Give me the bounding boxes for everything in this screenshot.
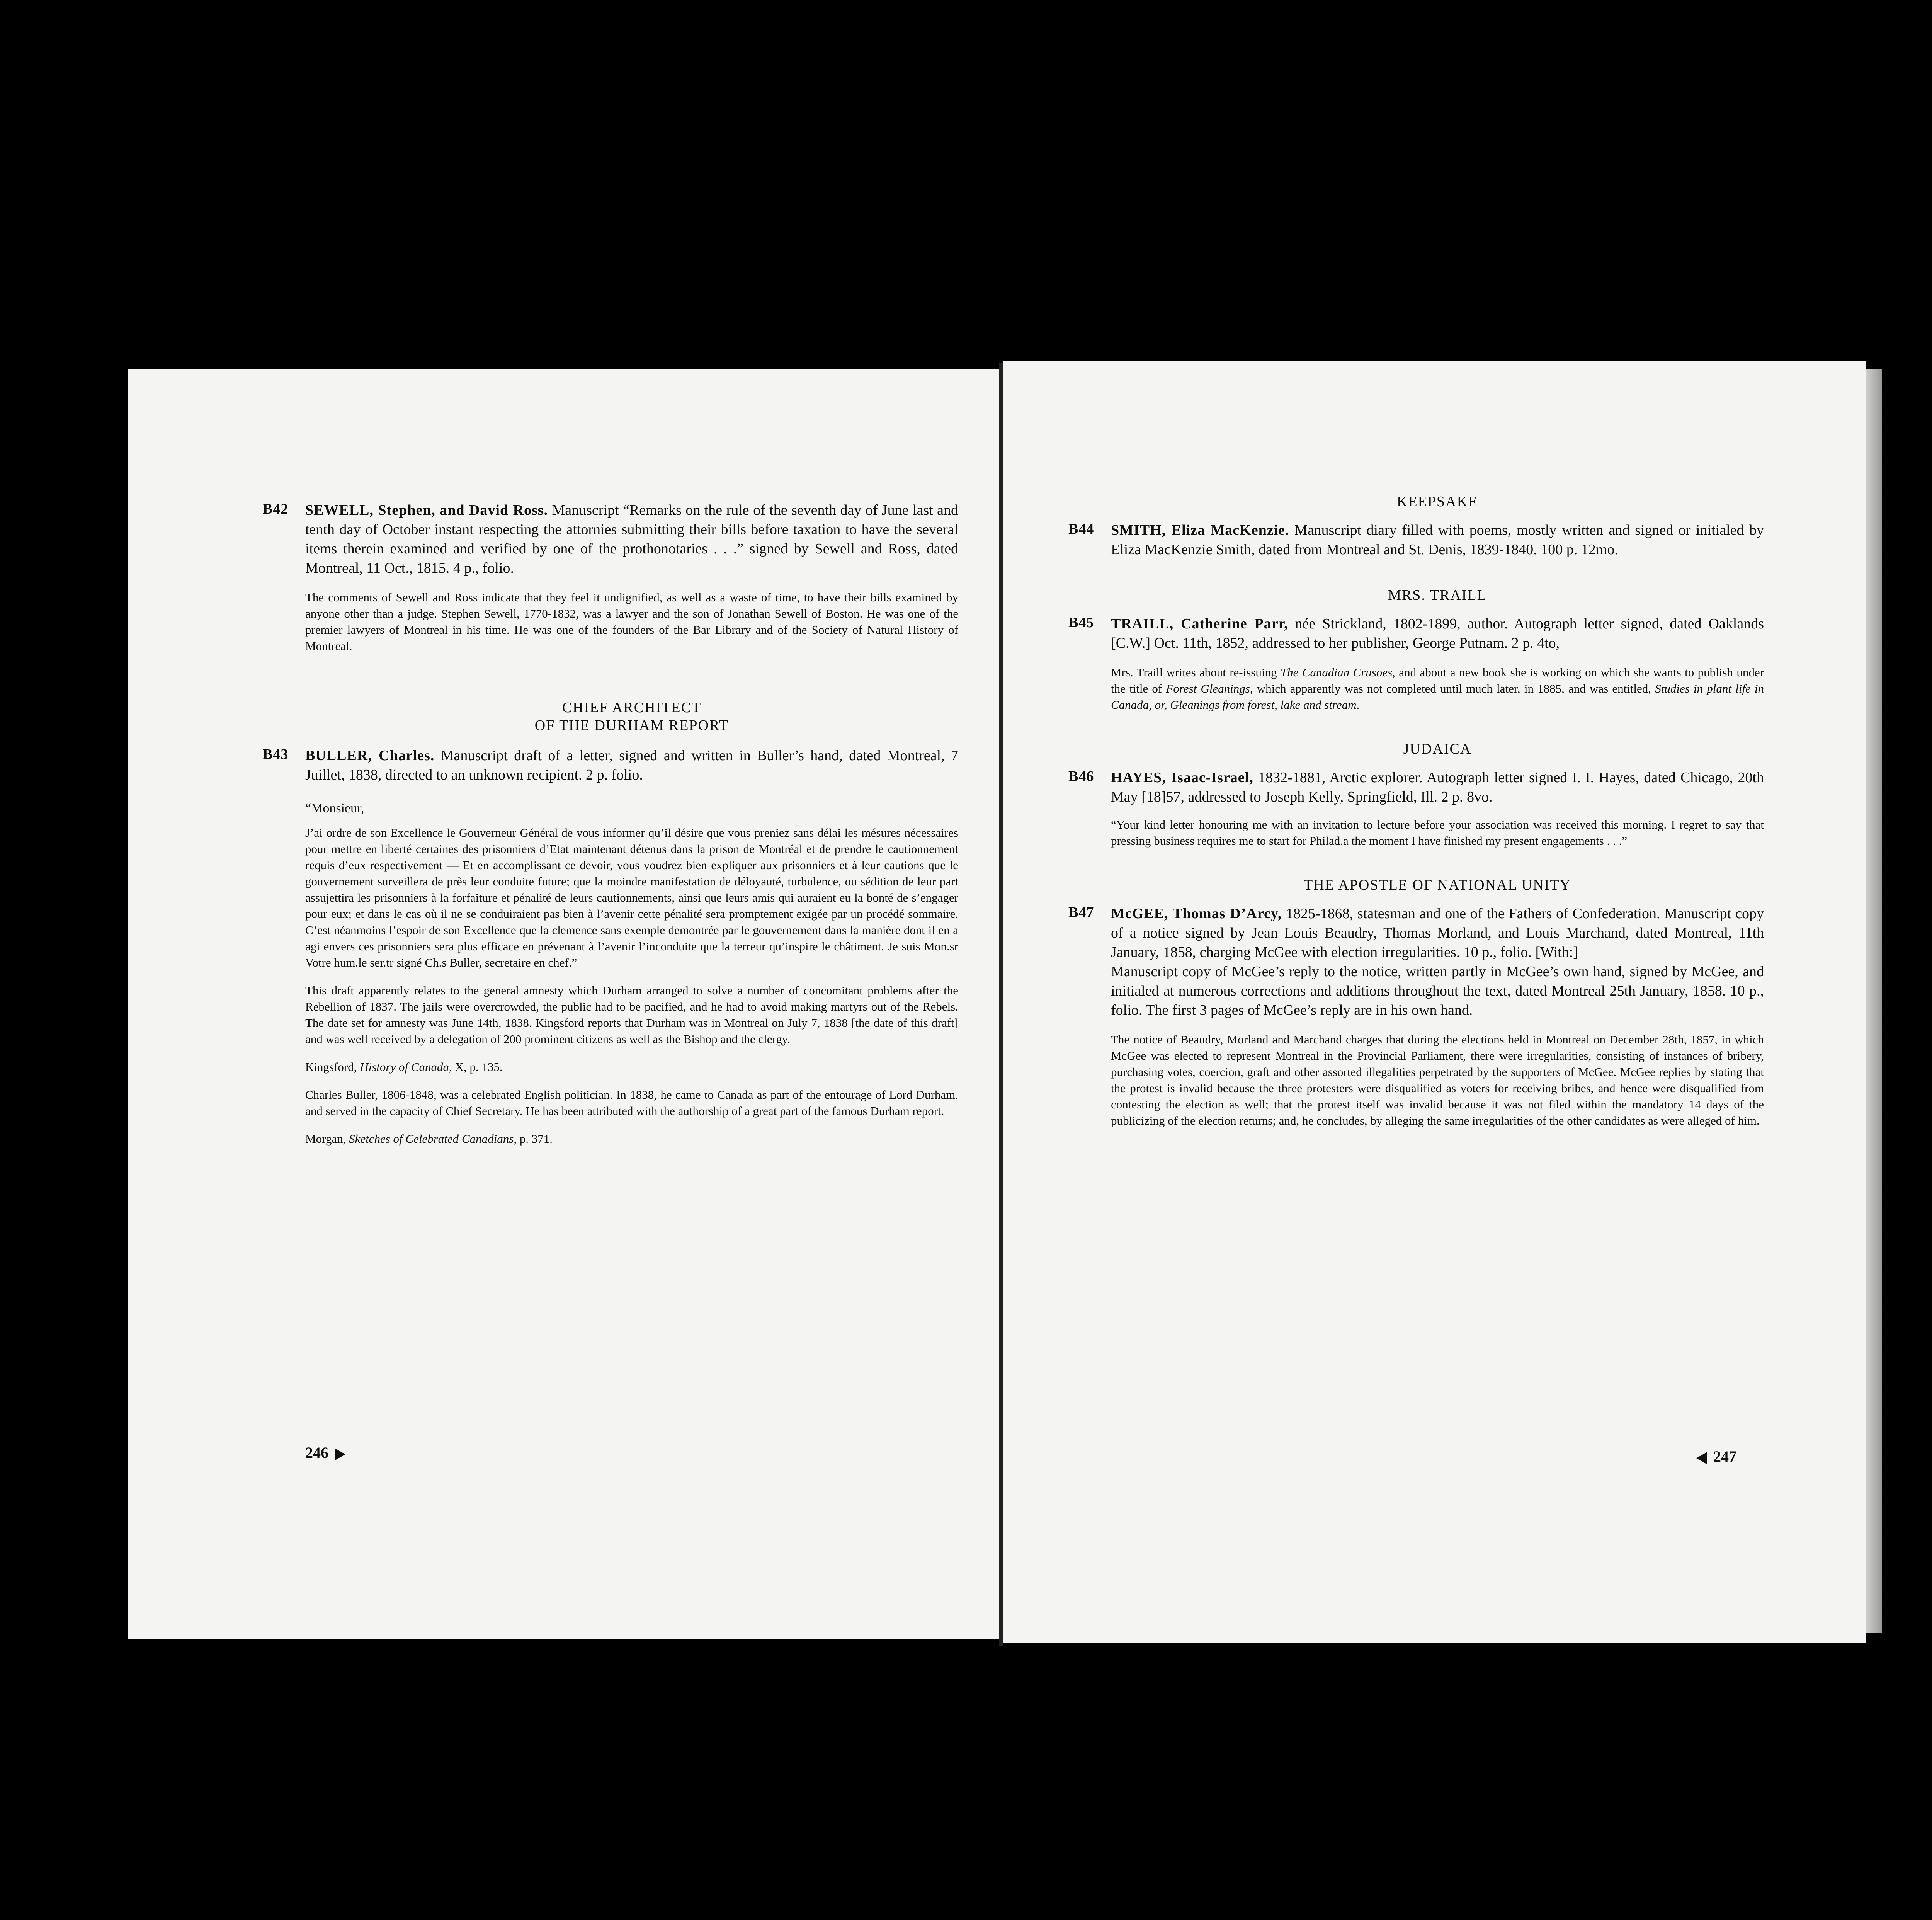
entry-b44	[1068, 521, 1764, 559]
entry-body: 1825-1868, statesman and one of the Fathers of Confederation. Manuscript copy of a notice signed by Jean Louis Beaudry, Thomas Morland, and Louis Marchand, dated Montreal, 11th January, 1858, charging McGee with election irregularities. 10 p., folio. [With:]	[1111, 906, 1764, 960]
entry-note: This draft apparently relates to the general amnesty which Durham arranged to solve a number of concomitant problems after the Rebellion of 1837. The jails were overcrowded, the public had to be pacified, and he had to avoid making martyrs out of the Rebels. The date set for amnesty was June 14th, 1838. Kingsford reports that Durham was in Montreal on July 7, 1838 [the date of this draft] and was well received by a delegation of 200 prominent citizens as well as the Bishop and the clergy.	[305, 984, 958, 1046]
entry-number: B47	[1068, 904, 1094, 921]
citation-title: History of Canada	[360, 1060, 449, 1074]
note-text: .	[1356, 698, 1360, 711]
section-heading: MRS. TRAILL	[1388, 587, 1487, 603]
right-page-column	[1068, 493, 1764, 1129]
section-heading: CHIEF ARCHITECT	[562, 700, 702, 716]
left-pointing-fleuron-icon	[1696, 1452, 1707, 1464]
entry-name: SMITH, Eliza MacKenzie.	[1111, 522, 1289, 538]
entry-b46	[1068, 768, 1764, 849]
entry-description	[1111, 904, 1764, 962]
entry-b42	[263, 500, 958, 654]
entry-name: McGEE, Thomas D’Arcy,	[1111, 906, 1282, 922]
entry-name: BULLER, Charles.	[305, 747, 435, 764]
book-title: The Canadian Crusoes	[1280, 666, 1393, 679]
entry-note: The comments of Sewell and Ross indicate that they feel it undignified, as well as a waste of time, to have their bills examined by anyone other than a judge. Stephen Sewell, 1770-1832, was a lawyer and the son of Jonathan Sewell of Boston. He was one of the premier lawyers of Montreal in his time. He was one of the founders of the Bar Library and of the Society of Natural History of Montreal.	[305, 591, 958, 653]
entry-description-continued: Manuscript copy of McGee’s reply to the notice, written partly in McGee’s own hand, signed by McGee, and initialed at numerous corrections and additions throughout the text, dated Montreal 25th January, 1858. 10 p., folio. The first 3 pages of McGee’s reply are in his own hand.	[1111, 963, 1764, 1018]
letter-text: J’ai ordre de son Excellence le Gouverneur Général de vous informer qu’il désire que vous preniez sans délai les mésures nécessaires pour mettre en liberté certaines des prisonniers d’Etat maintenant détenus dans la prison de Montréal et de prendre le cautionnement requis d’eux respectivement — Et en accomplissant ce devoir, vous voudrez bien expliquer aux prisonniers et à leur cautions que le gouvernement surveillera de près leur conduite future; que la moindre manifestation de déloyauté, turbulence, ou sédition de leur part assujettira les prisonniers à la forfaiture et pénalité de leurs cautionnements, ainsi que leurs amis qui auraient eu la bonté de s’engager pour eux; et dans le cas où il ne se conduiraient pas bien à l’avenir cette pénalité sera promptement exigée par un procédé sommaire. C’est néanmoins l’espoir de son Excellence que la clemence sans exemple demontrée par le gouvernement dans la manière dont il en a agi envers ces prisonniers sera plus efficace en prévenant à l’avenir l’inconduite que la terreur qu’inspire le châtiment. Je suis Mon.sr Votre hum.le ser.tr signé Ch.s Buller, secretaire en chef.”	[305, 826, 958, 969]
entry-description	[1111, 521, 1764, 559]
entry-name: TRAILL, Catherine Parr,	[1111, 616, 1288, 632]
section-heading: KEEPSAKE	[1396, 494, 1478, 510]
entry-note	[1111, 664, 1764, 713]
entry-body: née Strickland, 1802-1899, author. Autograph letter signed, dated Oaklands [C.W.] Oct. 11th, 1852, addressed to her publisher, George Putnam. 2 p. 4to,	[1111, 616, 1764, 651]
book-title: Forest Gleanings	[1166, 682, 1250, 695]
citation-detail: , p. 371.	[514, 1132, 553, 1146]
left-page	[128, 369, 999, 1639]
left-page-column	[263, 500, 959, 1147]
note-text: , which apparently was not completed until much later, in 1885, and was entitled,	[1250, 682, 1655, 695]
letter-salutation: “Monsieur,	[305, 801, 364, 815]
entry-number: B46	[1068, 768, 1094, 785]
entry-name: HAYES, Isaac-Israel,	[1111, 769, 1253, 786]
entry-description	[305, 500, 958, 578]
entry-body: Manuscript draft of a letter, signed and written in Buller’s hand, dated Montreal, 7 Juillet, 1838, directed to an unknown recipient. 2 p. folio.	[305, 747, 959, 783]
note-text: , and about a new book she is working on which she wants to publish under the title of	[1111, 666, 1764, 695]
citation	[305, 1131, 958, 1147]
entry-description	[1111, 614, 1764, 653]
right-pointing-fleuron-icon	[335, 1448, 345, 1460]
page-number-left	[305, 1443, 345, 1462]
citation	[305, 1059, 958, 1075]
citation-author: Morgan,	[305, 1132, 349, 1146]
page-number: 247	[1713, 1448, 1736, 1465]
citation-title: Sketches of Celebrated Canadians	[349, 1132, 514, 1146]
entry-description	[1111, 768, 1764, 807]
entry-note: Charles Buller, 1806-1848, was a celebrated English politician. In 1838, he came to Canada as part of the entourage of Lord Durham, and served in the capacity of Chief Secretary. He has been attributed with the authorship of a great part of the famous Durham report.	[305, 1088, 958, 1118]
entry-note: The notice of Beaudry, Morland and Marchand charges that during the elections held in Montreal on December 28th, 1857, in which McGee was elected to represent Montreal in the Provincial Parliament, there were irregularities, consisting of instances of bribery, purchasing votes, coercion, graft and other assorted illegalities perpetrated by the supporters of McGee. McGee replies by stating that the protest is invalid because the three protesters were disqualified as voters for receiving bribes, and hence were disqualified from contesting the election as well; that the protest itself was invalid because it was not filed within the mandatory 14 days of the publicizing of the election returns; and, he concludes, by alleging the same irregularities of the other candidates as were alleged of him.	[1111, 1033, 1764, 1127]
letter-quote: “Your kind letter honouring me with an invitation to lecture before your association was received this morning. I regret to say that pressing business requires me to start for Philad.a the moment I have finished my present engagements . . .”	[1111, 818, 1764, 848]
page-number: 246	[305, 1444, 328, 1461]
entry-b43	[263, 746, 959, 1147]
page-number-right	[1696, 1447, 1736, 1466]
citation-detail: , X, p. 135.	[449, 1060, 503, 1074]
section-heading: JUDAICA	[1403, 741, 1472, 757]
entry-number: B42	[263, 501, 289, 517]
section-heading: OF THE DURHAM REPORT	[534, 717, 729, 734]
entry-b45	[1068, 614, 1764, 713]
entry-name: SEWELL, Stephen, and David Ross.	[305, 502, 548, 518]
entry-body: Manuscript diary filled with poems, mostly written and signed or initialed by Eliza MacKenzie Smith, dated from Montreal and St. Denis, 1839-1840. 100 p. 12mo.	[1111, 522, 1764, 558]
note-text: Mrs. Traill writes about re-issuing	[1111, 666, 1281, 679]
citation-author: Kingsford,	[305, 1060, 360, 1074]
entry-number: B43	[263, 746, 289, 763]
entry-number: B44	[1068, 521, 1094, 537]
entry-body: Manuscript “Remarks on the rule of the seventh day of June last and tenth day of October instant respecting the attornies submitting their bills before taxation to have the several items therein examined and verified by one of the prothonotaries . . .” signed by Sewell and Ross, dated Montreal, 11 Oct., 1815. 4 p., folio.	[305, 502, 958, 576]
entry-b47	[1068, 904, 1764, 1129]
book-title: Studies in plant life in Canada, or, Gleanings from forest, lake and stream	[1111, 682, 1764, 711]
entry-number: B45	[1068, 614, 1094, 631]
entry-description	[305, 746, 958, 785]
section-heading: THE APOSTLE OF NATIONAL UNITY	[1304, 877, 1571, 893]
right-page	[1003, 361, 1866, 1643]
entry-body: 1832-1881, Arctic explorer. Autograph letter signed I. I. Hayes, dated Chicago, 20th May [18]57, addressed to Joseph Kelly, Springfield, Ill. 2 p. 8vo.	[1111, 769, 1764, 805]
